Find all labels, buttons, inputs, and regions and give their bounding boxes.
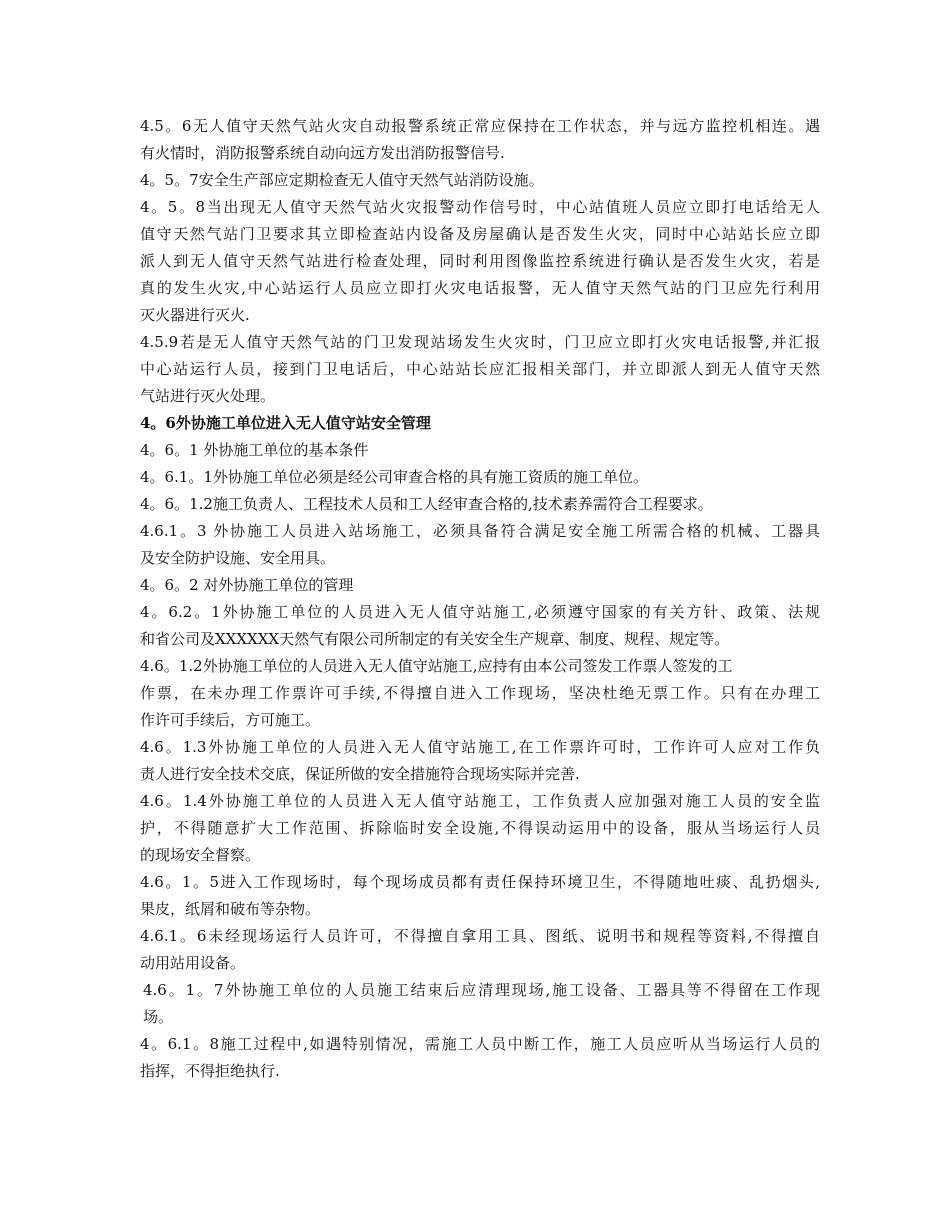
text-line: 果皮，纸屑和破布等杂物。 <box>140 900 321 918</box>
text-line: 派人到无人值守天然气站进行检查处理，同时利用图像监控系统进行确认是否发生火灾，若是 <box>140 252 820 270</box>
text-line: 作票，在未办理工作票许可手续,不得擅自进入工作现场，坚决杜绝无票工作。只有在办理工 <box>140 684 820 702</box>
text-line: 4.6。1.3外协施工单位的人员进入无人值守站施工,在工作票许可时，工作许可人应对工作负 <box>140 738 820 756</box>
text-line: 4.6.1。6未经现场运行人员许可，不得擅自拿用工具、图纸、说明书和规程等资料,不得擅自 <box>140 927 820 945</box>
text-line: 4.6。1.2外协施工单位的人员进入无人值守站施工,应持有由本公司签发工作票人签发的工 <box>140 657 733 675</box>
text-line: 4.6。1.4外协施工单位的人员进入无人值守站施工，工作负责人应加强对施工人员的安全监 <box>140 792 820 810</box>
text-line: 指挥，不得拒绝执行. <box>140 1062 280 1080</box>
text-line: 动用站用设备。 <box>140 954 246 972</box>
text-line: 4。5。8当出现无人值守天然气站火灾报警动作信号时，中心站值班人员应立即打电话给无人 <box>140 198 820 216</box>
text-line: 值守天然气站门卫要求其立即检查站内设备及房屋确认是否发生火灾，同时中心站站长应立即 <box>140 225 820 243</box>
text-line: 和省公司及XXXXXX天然气有限公司所制定的有关安全生产规章、制度、规程、规定等。 <box>140 630 730 648</box>
text-line: 4.5.9若是无人值守天然气站的门卫发现站场发生火灾时，门卫应立即打火灾电话报警,并汇报 <box>140 333 820 351</box>
text-line: 4。6。1.2施工负责人、工程技术人员和工人经审查合格的,技术素养需符合工程要求。 <box>140 495 713 513</box>
text-line: 灭火器进行灭火. <box>140 306 250 324</box>
text-line: 4。6.1。8施工过程中,如遇特别情况，需施工人员中断工作，施工人员应听从当场运行人员的 <box>140 1035 820 1053</box>
text-line: 4.6。1。7外协施工单位的人员施工结束后应清理现场,施工设备、工器具等不得留在工作现 <box>143 981 820 999</box>
text-line: 场。 <box>143 1008 174 1026</box>
text-line: 责人进行安全技术交底，保证所做的安全措施符合现场实际并完善. <box>140 765 580 783</box>
text-line: 有火情时，消防报警系统自动向远方发出消防报警信号. <box>140 144 505 162</box>
text-line: 真的发生火灾,中心站运行人员应立即打火灾电话报警，无人值守天然气站的门卫应先行利用 <box>140 279 820 297</box>
text-line: 作许可手续后，方可施工。 <box>140 711 321 729</box>
text-line: 及安全防护设施、安全用具。 <box>140 549 336 567</box>
text-line: 4。6。2 对外协施工单位的管理 <box>140 576 354 594</box>
section-heading: 4。6外协施工单位进入无人值守站安全管理 <box>140 414 431 432</box>
text-line: 的现场安全督察。 <box>140 846 261 864</box>
text-line: 4.6。1。5进入工作现场时，每个现场成员都有责任保持环境卫生，不得随地吐痰、乱扔烟头, <box>140 873 820 891</box>
document-page <box>140 113 820 1085</box>
text-line: 气站进行灭火处理。 <box>140 387 276 405</box>
text-line: 4。6。1 外协施工单位的基本条件 <box>140 441 369 459</box>
text-line: 4。6.1。1外协施工单位必须是经公司审查合格的具有施工资质的施工单位。 <box>140 468 648 486</box>
text-line: 4.5。6无人值守天然气站火灾自动报警系统正常应保持在工作状态，并与远方监控机相连。遇 <box>140 117 820 135</box>
text-line: 中心站运行人员，接到门卫电话后，中心站站长应汇报相关部门，并立即派人到无人值守天然 <box>140 360 820 378</box>
text-line: 4。6.2。1外协施工单位的人员进入无人值守站施工,必须遵守国家的有关方针、政策、法规 <box>140 603 820 621</box>
text-line: 4。5。7安全生产部应定期检查无人值守天然气站消防设施。 <box>140 171 544 189</box>
text-line: 4.6.1。3 外协施工人员进入站场施工，必须具备符合满足安全施工所需合格的机械、工器具 <box>140 522 820 540</box>
text-line: 护，不得随意扩大工作范围、拆除临时安全设施,不得误动运用中的设备，服从当场运行人员 <box>140 819 820 837</box>
